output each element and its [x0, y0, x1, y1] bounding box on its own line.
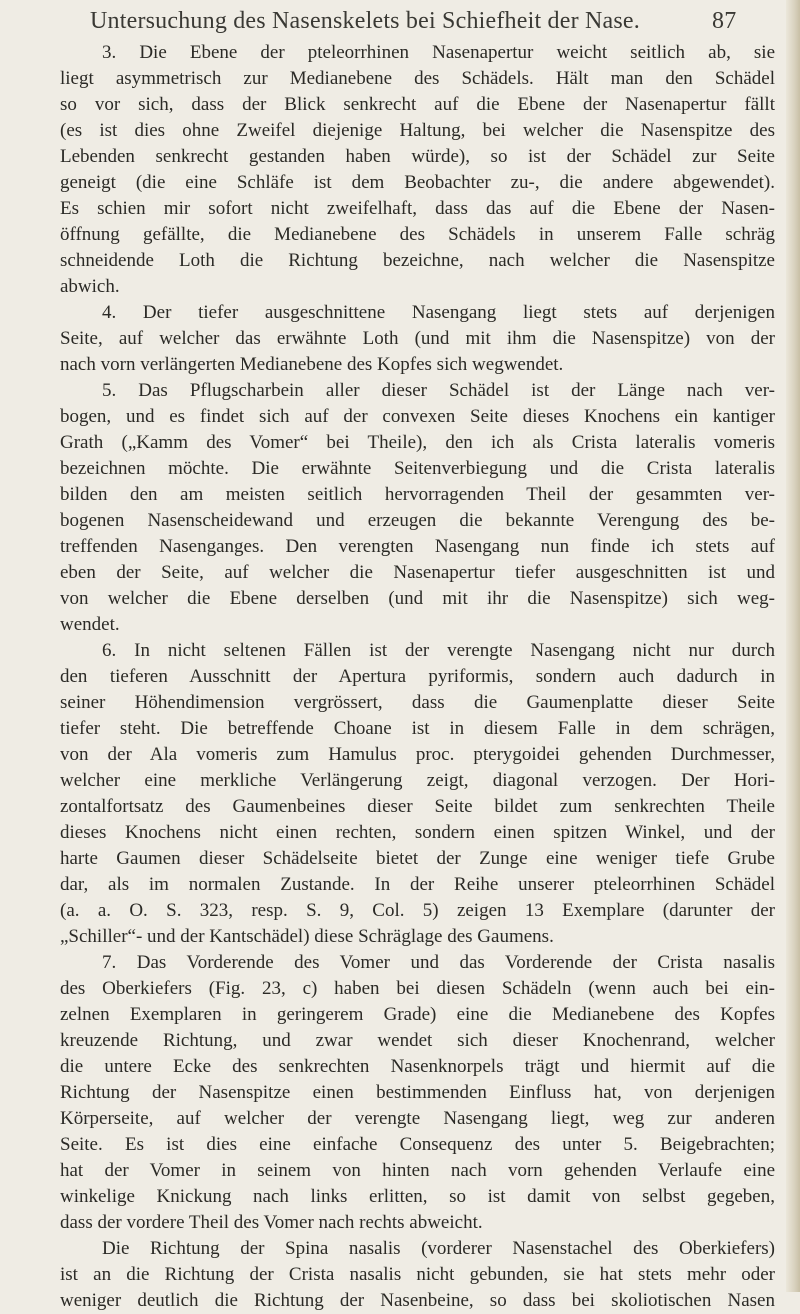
text-line: welcher eine merkliche Verlängerung zeigt, diagonal verzogen. Der Hori- [60, 770, 775, 791]
text-line: Lebenden senkrecht gestanden haben würde), so ist der Schädel zur Seite [60, 146, 775, 167]
text-line: des Oberkiefers (Fig. 23, c) haben bei diesen Schädeln (wenn auch bei ein- [60, 978, 775, 999]
text-line: so vor sich, dass der Blick senkrecht auf die Ebene der Nasenapertur fällt [60, 94, 775, 115]
text-line: bilden den am meisten seitlich hervorragenden Theil der gesammten ver- [60, 484, 775, 505]
text-line: bezeichnen möchte. Die erwähnte Seitenverbiegung und die Crista lateralis [60, 458, 775, 479]
text-line: winkelige Knickung nach links erlitten, so ist damit von selbst gegeben, [60, 1186, 775, 1207]
text-line: (es ist dies ohne Zweifel diejenige Haltung, bei welcher die Nasenspitze des [60, 120, 775, 141]
text-line: zontalfortsatz des Gaumenbeines dieser Seite bildet zum senkrechten Theile [60, 796, 775, 817]
text-line: eben der Seite, auf welcher die Nasenapertur tiefer ausgeschnitten ist und [60, 562, 775, 583]
text-line: den tieferen Ausschnitt der Apertura pyriformis, sondern auch dadurch in [60, 666, 775, 687]
text-line: dar, als im normalen Zustande. In der Reihe unserer pteleorrhinen Schädel [60, 874, 775, 895]
page-edge [786, 0, 800, 1292]
text-line: von welcher die Ebene derselben (und mit ihr die Nasenspitze) sich weg- [60, 588, 775, 609]
text-line: öffnung gefällte, die Medianebene des Schädels in unserem Falle schräg [60, 224, 775, 245]
text-line: Körperseite, auf welcher der verengte Nasengang liegt, weg zur anderen [60, 1108, 775, 1129]
text-line: Richtung der Nasenspitze einen bestimmenden Einfluss hat, von derjenigen [60, 1082, 775, 1103]
text-line: seiner Höhendimension vergrössert, dass die Gaumenplatte dieser Seite [60, 692, 775, 713]
text-line: ist an die Richtung der Crista nasalis nicht gebunden, sie hat stets mehr oder [60, 1264, 775, 1285]
text-line: kreuzende Richtung, und zwar wendet sich dieser Knochenrand, welcher [60, 1030, 775, 1051]
text-line: 6. In nicht seltenen Fällen ist der verengte Nasengang nicht nur durch [102, 640, 775, 661]
text-line: Seite. Es ist dies eine einfache Consequenz des unter 5. Beigebrachten; [60, 1134, 775, 1155]
text-line: (a. a. O. S. 323, resp. S. 9, Col. 5) zeigen 13 Exemplare (darunter der [60, 900, 775, 921]
text-line: nach vorn verlängerten Medianebene des Kopfes sich wegwendet. [60, 354, 564, 375]
text-line: Seite, auf welcher das erwähnte Loth (und mit ihm die Nasenspitze) von der [60, 328, 775, 349]
text-line: hat der Vomer in seinem von hinten nach vorn gehenden Verlaufe eine [60, 1160, 775, 1181]
text-line: von der Ala vomeris zum Hamulus proc. pterygoidei gehenden Durchmesser, [60, 744, 775, 765]
page-number: 87 [712, 8, 737, 34]
text-line: treffenden Nasenganges. Den verengten Nasengang nun finde ich stets auf [60, 536, 775, 557]
text-line: dieses Knochens nicht einen rechten, sondern einen spitzen Winkel, und der [60, 822, 775, 843]
text-line: Es schien mir sofort nicht zweifelhaft, dass das auf die Ebene der Nasen- [60, 198, 775, 219]
text-line: harte Gaumen dieser Schädelseite bietet der Zunge eine weniger tiefe Grube [60, 848, 775, 869]
text-line: bogen, und es findet sich auf der convexen Seite dieses Knochens ein kantiger [60, 406, 775, 427]
text-line: wendet. [60, 614, 120, 635]
text-line: Grath („Kamm des Vomer“ bei Theile), den ich als Crista lateralis vomeris [60, 432, 775, 453]
text-line: zelnen Exemplaren in geringerem Grade) eine die Medianebene des Kopfes [60, 1004, 775, 1025]
body-text [60, 40, 775, 1314]
text-line: weniger deutlich die Richtung der Nasenbeine, so dass bei skoliotischen Nasen [60, 1290, 775, 1311]
text-line: abwich. [60, 276, 120, 297]
text-line: schneidende Loth die Richtung bezeichne, nach welcher die Nasenspitze [60, 250, 775, 271]
text-line: 5. Das Pflugscharbein aller dieser Schädel ist der Länge nach ver- [102, 380, 775, 401]
text-line: 7. Das Vorderende des Vomer und das Vorderende der Crista nasalis [102, 952, 775, 973]
text-line: Die Richtung der Spina nasalis (vorderer Nasenstachel des Oberkiefers) [102, 1238, 775, 1259]
text-line: liegt asymmetrisch zur Medianebene des Schädels. Hält man den Schädel [60, 68, 775, 89]
running-head: Untersuchung des Nasenskelets bei Schiefheit der Nase. [90, 8, 640, 34]
text-line: tiefer steht. Die betreffende Choane ist in diesem Falle in dem schrägen, [60, 718, 775, 739]
page-header [0, 6, 800, 36]
text-line: dass der vordere Theil des Vomer nach rechts abweicht. [60, 1212, 483, 1233]
text-line: 4. Der tiefer ausgeschnittene Nasengang liegt stets auf derjenigen [102, 302, 775, 323]
text-line: bogenen Nasenscheidewand und erzeugen die bekannte Verengung des be- [60, 510, 775, 531]
text-line: „Schiller“- und der Kantschädel) diese Schräglage des Gaumens. [60, 926, 554, 947]
text-line: geneigt (die eine Schläfe ist dem Beobachter zu-, die andere abgewendet). [60, 172, 775, 193]
text-line: die untere Ecke des senkrechten Nasenknorpels trägt und hiermit auf die [60, 1056, 775, 1077]
text-line: 3. Die Ebene der pteleorrhinen Nasenapertur weicht seitlich ab, sie [102, 42, 775, 63]
